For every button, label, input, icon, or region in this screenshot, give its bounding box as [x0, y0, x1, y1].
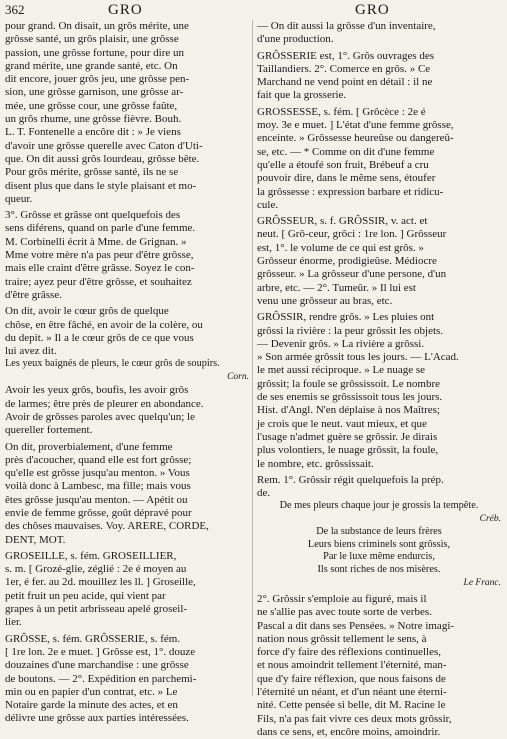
- verse-quote: De mes pleurs chaque jour je grossis la tempête.: [279, 500, 479, 512]
- text-line: du depit. » Il a le cœur grôs de ce que vous: [5, 331, 194, 344]
- text-line: se, etc. — * Comme on dit d'une femme: [257, 145, 435, 158]
- text-line: envie de femme grôsse, goût dépravé pour: [5, 506, 192, 519]
- text-line: délivre une grôsse aux parties intéressées.: [5, 712, 189, 725]
- text-line: d'avoir une grôsse querelle avec Caton d'Uti-: [5, 139, 203, 152]
- text-line: pouvoir dire, dans le même sens, étoufer: [257, 172, 436, 185]
- text-line: 3°. Grôsse et grâsse ont quelquefois des: [5, 209, 181, 222]
- text-line: dit encore, jouer grôs jeu, une grôsse pen-: [5, 73, 190, 86]
- entry-headword: GROSEILLE, s. fém. GROSEILLIER,: [5, 549, 177, 562]
- text-line: mais elle craint d'être grâsse. Soyez le con-: [5, 262, 195, 275]
- text-line: grapes à un petit arbrisseau apelé groseil-: [5, 603, 188, 616]
- text-line: Hist. d'Angl. N'en déplaise à nos Maîtres;: [257, 404, 440, 417]
- entry-headword: GROSSESSE, s. fém. [ Grôcèce : 2e é: [257, 105, 426, 118]
- text-line: — On dit aussi la grôsse d'un inventaire,: [257, 20, 436, 32]
- text-line: Pascal a dit dans ses Pensées. » Notre imagi-: [257, 619, 455, 632]
- text-line: grand mérite, une grande santé, etc. On: [5, 59, 178, 72]
- text-line: Rem. 1°. Grôssir régit quelquefois la prép.: [257, 473, 444, 486]
- text-line: neut. [ Grô-ceur, grôci : 1re lon. ] Grôsseur: [257, 228, 447, 241]
- text-line: grôssi la rivière : la peur grôssit les objets.: [257, 324, 444, 337]
- text-line: Marchand ne vend point en détail : il ne: [257, 76, 433, 89]
- left-column: [5, 20, 249, 726]
- text-line: l'usage n'admet guère se grôssir. Je dirais: [257, 430, 438, 443]
- running-head-right: GRO: [355, 2, 390, 18]
- page-number: 362: [5, 2, 25, 17]
- verse-line: De la substance de leurs frères: [316, 526, 442, 538]
- text-line: 1er, é fer. au 2d. mouillez les ll. ] Groseille,: [5, 576, 196, 589]
- text-line: ne s'allie pas avec toute sorte de verbes.: [257, 606, 432, 619]
- text-line: le met aussi réciproque. » Le nuage se: [257, 364, 425, 377]
- text-line: s. m. [ Grozé-glie, zéglié : 2e é moyen au: [5, 563, 187, 576]
- text-line: d'être grâsse.: [5, 288, 62, 301]
- text-line: que. On dit aussi grôs lourdeau, grôsse bête.: [5, 152, 200, 165]
- text-line: des chôses mauvaises. Voy. ARERE, CORDE,: [5, 520, 209, 533]
- text-line: un grôs rhume, une grôsse fièvre. Bouh.: [5, 113, 182, 126]
- entry-headword: GRÔSSERIE est, 1°. Grôs ouvrages des: [257, 49, 435, 62]
- text-line: la grôssesse : expression barbare et ridicu-: [257, 185, 444, 198]
- text-line: Fils, n'a pas fait vivre ces deux mots grôssir,: [257, 712, 452, 725]
- text-line: dans ce sens, et, encôre moins, amoindrir.: [257, 725, 441, 738]
- text-line: M. Corbinelli écrit à Mme. de Grignan. »: [5, 235, 187, 248]
- text-line: disent plus que dans le style plaisant et mo-: [5, 179, 197, 192]
- text-line: force d'y faire des réflexions continuelles,: [257, 646, 442, 659]
- running-head-left: GRO: [108, 2, 143, 18]
- quote-attribution: Créb.: [479, 513, 501, 524]
- text-line: le nombre, etc. grôssissait.: [257, 457, 374, 470]
- text-line: d'une production.: [257, 33, 334, 46]
- text-line: que d'y faire réflexion, que nous faisons de: [257, 672, 446, 685]
- text-line: DENT, MOT.: [5, 533, 66, 546]
- text-line: lier.: [5, 616, 22, 629]
- text-line: cule.: [257, 198, 279, 211]
- text-line: quereller fortement.: [5, 424, 93, 437]
- quote-attribution: Le Franc.: [463, 577, 501, 588]
- text-line: Pour grôs mérite, grôsse santé, ils ne se: [5, 166, 179, 179]
- text-line: On dit, proverbialement, d'une femme: [5, 440, 173, 453]
- quote-attribution: Corn.: [227, 372, 249, 383]
- text-line: moy. 3e e muet. ] L'état d'une femme grôsse,: [257, 119, 454, 132]
- text-line: nation nous grôssit tellement le sens, à: [257, 632, 427, 645]
- text-line: et nous amoindrit tellement l'éternité, man-: [257, 659, 447, 672]
- text-line: arbre, etc. — 2°. Tumeûr. » Il lui est: [257, 281, 416, 294]
- text-line: Mme votre mère n'a pas peur d'être grôsse,: [5, 249, 194, 262]
- text-line: queur.: [5, 192, 33, 205]
- text-line: grôsseur. » La grôsseur d'une persone, d'un: [257, 268, 447, 281]
- text-line: [ 1re lon. 2e e muet. ] Grôsse est, 1°. douze: [5, 645, 196, 658]
- text-line: venu une grôsseur au bras, etc.: [257, 294, 393, 307]
- entry-headword: GRÔSSE, s. fém. GRÔSSERIE, s. fém.: [5, 632, 181, 645]
- verse-line: Leurs biens criminels sont grôssis,: [307, 538, 451, 550]
- text-line: fait que la grosserie.: [257, 89, 347, 102]
- text-line: voilà donc à Lambesc, ma fille; mais vous: [5, 480, 191, 493]
- text-line: L. T. Fontenelle a encôre dit : » Je viens: [5, 126, 181, 139]
- text-line: de.: [257, 487, 271, 500]
- right-column: [257, 20, 501, 739]
- text-line: sion, une grôsse garnison, une grôsse ar-: [5, 86, 184, 99]
- text-line: chôse, en être fâché, en avoir de la colère, ou: [5, 318, 203, 331]
- text-line: de ses enemis se grôssissoit tous les jours.: [257, 391, 443, 404]
- text-line: de boutons. — 2°. Expédition en parchemi-: [5, 672, 197, 685]
- text-line: je crois que le neut. vaut mieux, et que: [257, 417, 427, 430]
- entry-headword: GRÔSSEUR, s. f. GRÔSSIR, v. act. et: [257, 215, 428, 228]
- text-line: l'éternité un néant, et d'un néant une éterni-: [257, 686, 447, 699]
- text-line: qu'elle est grôsse jusqu'au menton. » Vous: [5, 467, 190, 480]
- text-line: plus volontiers, le nuage grôssit, la foule,: [257, 444, 439, 457]
- text-line: êtes grôsse jusqu'au menton. — Apétit ou: [5, 493, 188, 506]
- text-line: qu'elle a étoufé son fruit, Brébeuf a cru: [257, 158, 429, 171]
- text-line: mée, une grôsse cour, une grôsse faûte,: [5, 99, 178, 112]
- text-line: près d'acoucher, quand elle est fort grôsse;: [5, 453, 192, 466]
- text-line: sens diférens, quand on parle d'une femme.: [5, 222, 196, 235]
- text-line: Avoir les yeux grôs, boufis, les avoir grôs: [5, 384, 189, 397]
- text-line: petit fruit un peu acide, qui vient par: [5, 589, 166, 602]
- text-line: Notaire garde la minute des actes, et en: [5, 699, 178, 712]
- verse-line: Ils sont riches de nos misères.: [317, 564, 441, 576]
- text-line: enceinte. » Grôssesse heureûse ou dangereû-: [257, 132, 454, 145]
- text-line: Avoir de grôsses paroles avec quelqu'un; le: [5, 410, 195, 423]
- text-line: Taillandiers. 2°. Comerce en grôs. » Ce: [257, 62, 431, 75]
- text-line: — Devenir grôs. » La rivière a grôssi.: [257, 337, 425, 350]
- text-line: douzaines d'une marchandise : une grôsse: [5, 659, 189, 672]
- text-line: » Son armée grôssit tous les jours. — L'Acad.: [257, 351, 459, 364]
- text-line: grôsse santé, un grôs plaisir, une grôsse: [5, 33, 179, 46]
- text-line: On dit, avoir le cœur grôs de quelque: [5, 305, 169, 318]
- text-line: traire; ayez peur d'être grôsse, et souhaitez: [5, 275, 192, 288]
- entry-headword: GRÔSSIR, rendre grôs. » Les pluies ont: [257, 311, 435, 324]
- text-line: grôssit; la foule se grôssissoit. Le nombre: [257, 377, 441, 390]
- text-line: lui avez dit.: [5, 345, 57, 358]
- verse-line: Par le luxe même endurcis,: [323, 551, 435, 563]
- text-line: pour grand. On disait, un grôs mérite, une: [5, 20, 189, 32]
- text-line: 2°. Grôssir s'emploie au figuré, mais il: [257, 592, 427, 605]
- verse-quote: Les yeux baignés de pleurs, le cœur grôs de soupirs.: [5, 358, 220, 370]
- text-line: min ou en papier d'un contrat, etc. » Le: [5, 685, 178, 698]
- text-line: de larmes; être près de pleurer en abondance.: [5, 397, 204, 410]
- text-line: est, 1°. le volume de ce qui est grôs. »: [257, 241, 424, 254]
- text-line: nité. Cette pensée si belle, dit M. Racine le: [257, 699, 446, 712]
- text-line: passion, une grôsse fortune, pour dire un: [5, 46, 185, 59]
- column-divider: [252, 20, 253, 696]
- text-line: Grôsseur énorme, prodigieûse. Médiocre: [257, 255, 437, 268]
